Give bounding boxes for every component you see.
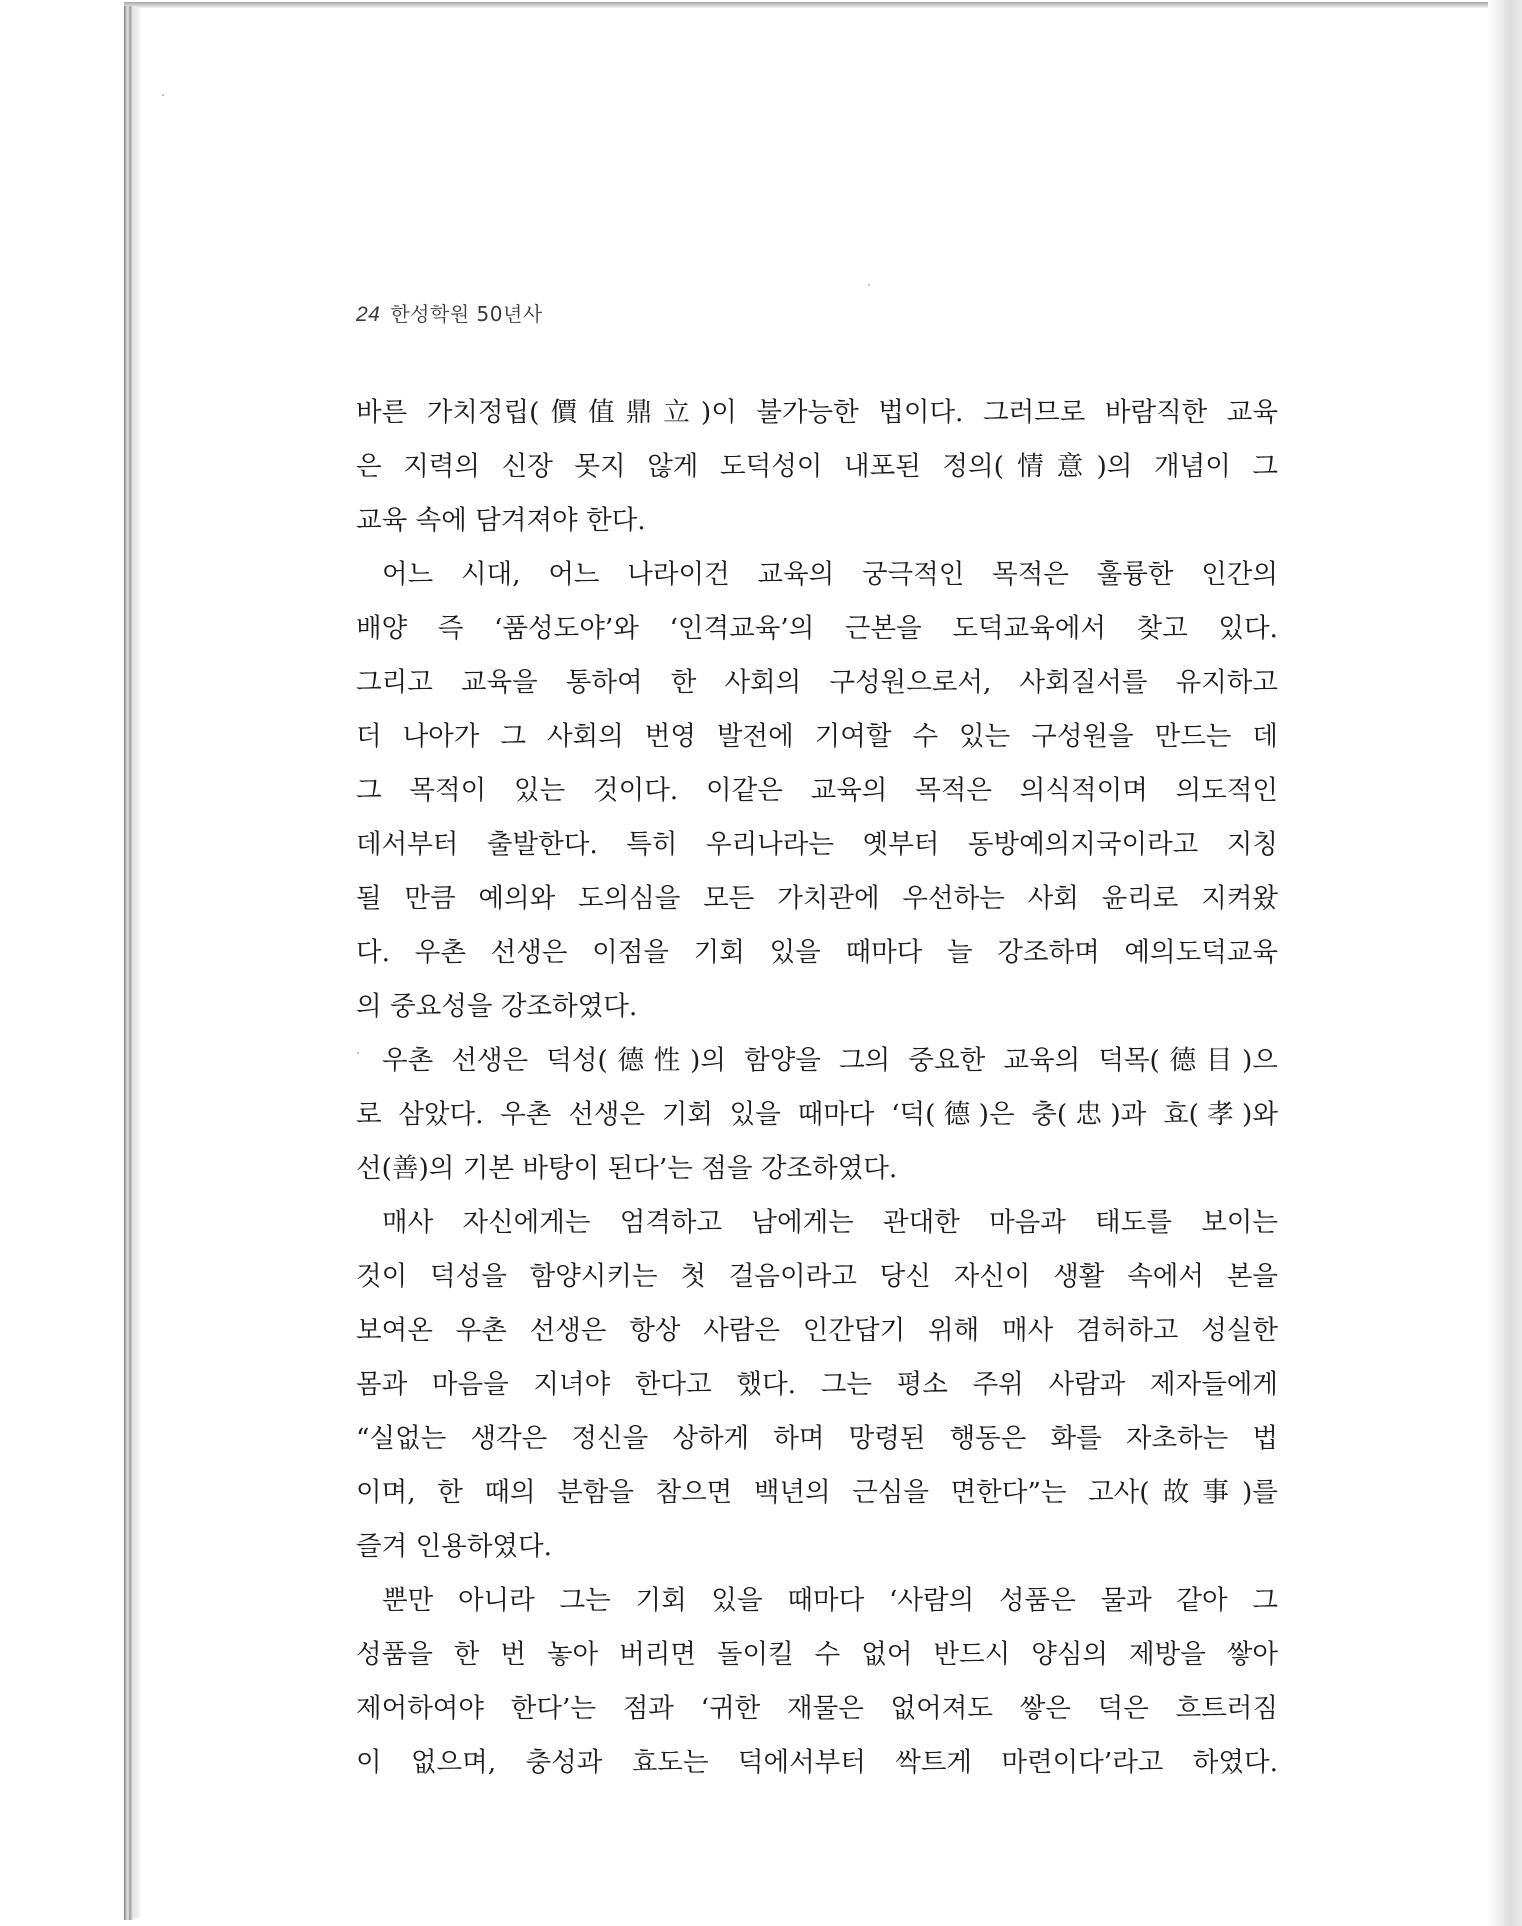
text-line: 뿐만 아니라 그는 기회 있을 때마다 ‘사람의 성품은 물과 같아 그 [382, 1585, 1278, 1616]
text-line: 것이 덕성을 함양시키는 첫 걸음이라고 당신 자신이 생활 속에서 본을 [356, 1261, 1278, 1292]
scan-speck [162, 94, 164, 96]
book-title: 한성학원 50년사 [390, 302, 543, 326]
book-spine-edge [124, 6, 134, 1920]
text-line: 의 중요성을 강조하였다. [356, 991, 638, 1022]
text-line: 배양 즉 ‘품성도야’와 ‘인격교육’의 근본을 도덕교육에서 찾고 있다. [356, 613, 1278, 644]
text-line: 그 목적이 있는 것이다. 이같은 교육의 목적은 의식적이며 의도적인 [356, 775, 1278, 806]
text-line: 이 없으며, 충성과 효도는 덕에서부터 싹트게 마련이다’라고 하였다. [356, 1747, 1278, 1778]
text-line: 그리고 교육을 통하여 한 사회의 구성원으로서, 사회질서를 유지하고 [356, 667, 1278, 698]
text-line: 데서부터 출발한다. 특히 우리나라는 옛부터 동방예의지국이라고 지칭 [356, 829, 1278, 860]
text-line: 보여온 우촌 선생은 항상 사람은 인간답기 위해 매사 겸허하고 성실한 [356, 1315, 1278, 1346]
text-line: 매사 자신에게는 엄격하고 남에게는 관대한 마음과 태도를 보이는 [382, 1207, 1278, 1238]
text-line: 될 만큼 예의와 도의심을 모든 가치관에 우선하는 사회 윤리로 지켜왔 [356, 883, 1278, 914]
scan-speck [868, 284, 870, 286]
text-line: 바른 가치정립(價值鼎立)이 불가능한 법이다. 그러므로 바람직한 교육 [356, 397, 1278, 428]
text-line: 다. 우촌 선생은 이점을 기회 있을 때마다 늘 강조하며 예의도덕교육 [356, 937, 1278, 968]
text-line: 성품을 한 번 놓아 버리면 돌이킬 수 없어 반드시 양심의 제방을 쌓아 [356, 1639, 1278, 1670]
book-gutter-shadow [134, 8, 142, 1918]
text-line: 교육 속에 담겨져야 한다. [356, 505, 646, 536]
text-line: 더 나아가 그 사회의 번영 발전에 기여할 수 있는 구성원을 만드는 데 [356, 721, 1278, 752]
text-line: 선(善)의 기본 바탕이 된다’는 점을 강조하였다. [356, 1153, 898, 1184]
text-line: “실없는 생각은 정신을 상하게 하며 망령된 행동은 화를 자초하는 법 [356, 1423, 1278, 1454]
text-line: 은 지력의 신장 못지 않게 도덕성이 내포된 정의(情意)의 개념이 그 [356, 451, 1278, 482]
text-line: 이며, 한 때의 분함을 참으면 백년의 근심을 면한다”는 고사(故事)를 [356, 1477, 1278, 1508]
text-line: 로 삼았다. 우촌 선생은 기회 있을 때마다 ‘덕(德)은 충(忠)과 효(孝)와 [356, 1099, 1278, 1130]
text-line: 몸과 마음을 지녀야 한다고 했다. 그는 평소 주위 사람과 제자들에게 [356, 1369, 1278, 1400]
page-top-edge [124, 2, 1514, 8]
running-header [356, 298, 543, 327]
right-page-shadow [1488, 0, 1522, 1926]
text-line: 제어하여야 한다’는 점과 ‘귀한 재물은 없어져도 쌓은 덕은 흐트러짐 [356, 1693, 1278, 1724]
text-line: 즐겨 인용하였다. [356, 1531, 553, 1562]
body-text [356, 386, 1278, 1790]
text-line: 어느 시대, 어느 나라이건 교육의 궁극적인 목적은 훌륭한 인간의 [382, 559, 1278, 590]
page-number: 24 [356, 303, 381, 326]
text-line: 우촌 선생은 덕성(德性)의 함양을 그의 중요한 교육의 덕목(德目)으 [382, 1045, 1278, 1076]
